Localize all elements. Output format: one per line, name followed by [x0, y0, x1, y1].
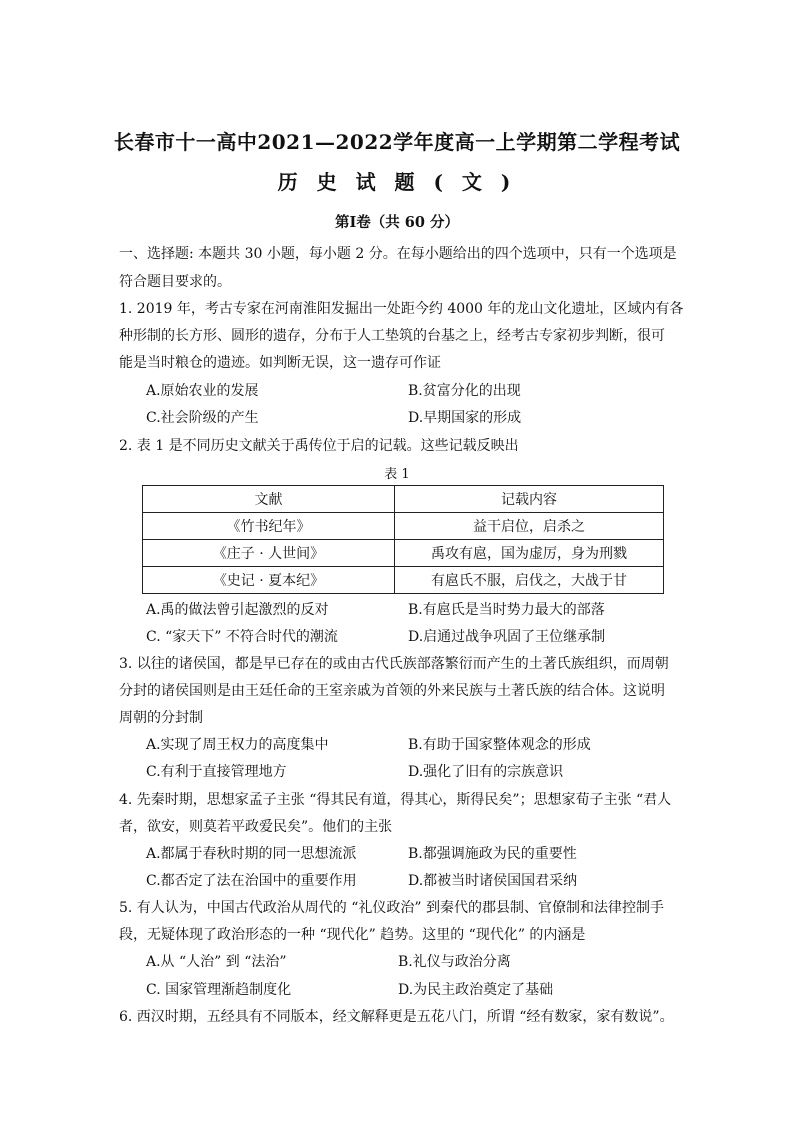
section-instructions-line-1: 一、选择题: 本题共 30 小题，每小题 2 分。在每小题给出的四个选项中，只有一个选项是	[119, 246, 677, 262]
question-3-line-2: 分封的诸侯国则是由王廷任命的王室亲戚为首领的外来民族与土著氏族的结合体。这说明	[119, 683, 665, 699]
question-5-option-a: A.从 “人治” 到 “法治”	[146, 954, 287, 970]
table-row	[143, 513, 664, 540]
question-1-option-c: C.社会阶级的产生	[146, 410, 259, 426]
question-1-line-2: 种形制的长方形、圆形的遗存，分布于人工垫筑的台基之上，经考古专家初步判断，很可	[119, 328, 665, 344]
exam-subtitle: 历 史 试 题 ( 文 )	[277, 170, 517, 194]
question-2-option-c: C. “家天下” 不符合时代的潮流	[146, 629, 338, 645]
question-2-line-1: 2. 表 1 是不同历史文献关于禹传位于启的记载。这些记载反映出	[119, 438, 519, 454]
question-5-line-2: 段，无疑体现了政治形态的一种 “现代化” 趋势。这里的 “现代化” 的内涵是	[119, 927, 586, 943]
question-5-option-d: D.为民主政治奠定了基础	[398, 982, 554, 998]
question-1-option-d: D.早期国家的形成	[408, 410, 522, 426]
question-1-option-b: B.贫富分化的出现	[408, 383, 521, 399]
question-2-option-b: B.有扈氏是当时势力最大的部落	[408, 602, 605, 618]
table-cell: 有扈氏不服，启伐之，大战于甘	[395, 567, 664, 594]
table-header-cell: 文献	[143, 486, 395, 513]
table-row	[143, 540, 664, 567]
question-1-line-1: 1. 2019 年，考古专家在河南淮阳发掘出一处距今约 4000 年的龙山文化遗址，区域内有各	[119, 301, 684, 317]
question-2-option-d: D.启通过战争巩固了王位继承制	[408, 629, 606, 645]
table-header-cell: 记载内容	[395, 486, 664, 513]
question-4-option-b: B.都强调施政为民的重要性	[408, 846, 577, 862]
question-5-line-1: 5. 有人认为，中国古代政治从周代的 “礼仪政治” 到秦代的郡县制、官僚制和法律控制手	[119, 900, 665, 916]
table-1	[142, 485, 664, 594]
question-4-option-c: C.都否定了法在治国中的重要作用	[146, 873, 357, 889]
question-4-option-d: D.都被当时诸侯国国君采纳	[408, 873, 578, 889]
question-1-line-3: 能是当时粮仓的遗迹。如判断无误，这一遗存可作证	[119, 355, 441, 371]
table-cell: 禹攻有扈，国为虚厉，身为刑戮	[395, 540, 664, 567]
exam-title: 长春市十一高中2021—2022学年度高一上学期第二学程考试	[113, 130, 681, 154]
table-cell: 《庄子 · 人世间》	[143, 540, 395, 567]
table-header-row	[143, 486, 664, 513]
question-2-option-a: A.禹的做法曾引起激烈的反对	[146, 602, 329, 618]
table-cell: 《竹书纪年》	[143, 513, 395, 540]
question-3-option-d: D.强化了旧有的宗族意识	[408, 764, 564, 780]
question-6-line-1: 6. 西汉时期，五经具有不同版本，经文解释更是五花八门，所谓 “经有数家，家有数说”。	[119, 1009, 674, 1025]
question-3-line-3: 周朝的分封制	[119, 710, 203, 726]
table-cell: 益干启位，启杀之	[395, 513, 664, 540]
table-caption: 表 1	[384, 467, 410, 482]
volume-heading: 第Ⅰ卷（共 60 分）	[334, 214, 460, 231]
question-3-line-1: 3. 以往的诸侯国，都是早已存在的或由古代氏族部落繁衍而产生的土著氏族组织，而周朝	[119, 656, 669, 672]
question-5-option-b: B.礼仪与政治分离	[398, 954, 511, 970]
section-instructions-line-2: 符合题目要求的。	[119, 274, 231, 290]
question-3-option-c: C.有利于直接管理地方	[146, 764, 287, 780]
question-4-line-1: 4. 先秦时期，思想家孟子主张 “得其民有道，得其心，斯得民矣”；思想家荀子主张 “君人	[119, 792, 672, 808]
table-row	[143, 567, 664, 594]
question-3-option-b: B.有助于国家整体观念的形成	[408, 737, 591, 753]
question-5-option-c: C. 国家管理渐趋制度化	[146, 982, 292, 998]
table-cell: 《史记 · 夏本纪》	[143, 567, 395, 594]
question-4-line-2: 者，欲安，则莫若平政爱民矣”。他们的主张	[119, 819, 393, 835]
question-1-option-a: A.原始农业的发展	[146, 383, 259, 399]
question-4-option-a: A.都属于春秋时期的同一思想流派	[146, 846, 357, 862]
question-3-option-a: A.实现了周王权力的高度集中	[146, 737, 329, 753]
